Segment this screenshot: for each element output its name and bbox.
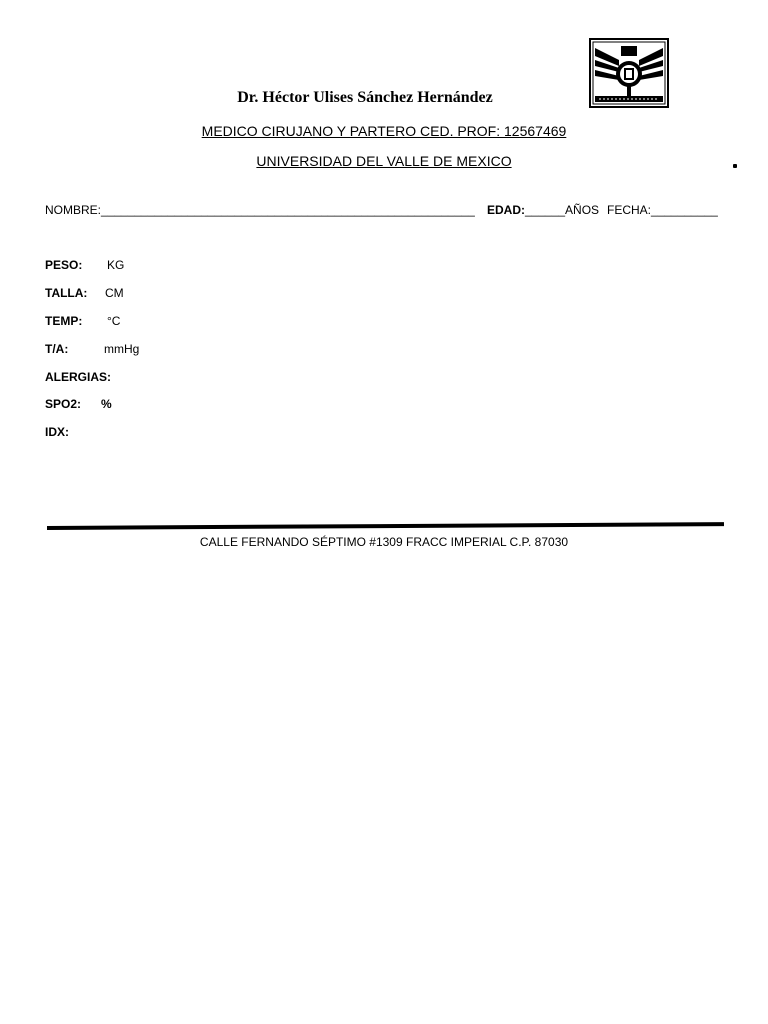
university-line: UNIVERSIDAD DEL VALLE DE MEXICO [256,153,512,169]
spo2-unit: % [101,397,112,411]
fecha-field[interactable] [607,203,718,217]
peso-label: PESO: [45,258,83,272]
ta-label: T/A: [45,342,69,356]
ta-unit: mmHg [104,342,140,356]
edad-label: EDAD: [487,203,525,217]
doctor-name: Dr. Héctor Ulises Sánchez Hernández [237,89,493,106]
nombre-field[interactable] [45,203,475,217]
talla-unit: CM [105,286,124,300]
credential-line: MEDICO CIRUJANO Y PARTERO CED. PROF: 12567469 [201,123,567,139]
fecha-blank[interactable]: __________ [651,203,718,217]
stray-dot [733,164,737,168]
edad-blank[interactable]: ______ [525,203,566,217]
temp-label: TEMP: [45,314,83,328]
nombre-label: NOMBRE: [45,203,102,217]
footer-address: CALLE FERNANDO SÉPTIMO #1309 FRACC IMPERIAL C.P. 87030 [199,535,569,549]
idx-label: IDX: [45,425,69,439]
talla-label: TALLA: [45,286,88,300]
nombre-blank[interactable]: ________________________________________________________ [101,203,475,217]
alergias-label: ALERGIAS: [45,370,111,384]
temp-unit: °C [107,314,121,328]
spo2-label: SPO2: [45,397,82,411]
footer-rule [47,522,724,530]
peso-unit: KG [107,258,125,272]
fecha-label: FECHA: [607,203,652,217]
anos-label: AÑOS [565,203,600,217]
edad-field[interactable] [487,203,599,217]
